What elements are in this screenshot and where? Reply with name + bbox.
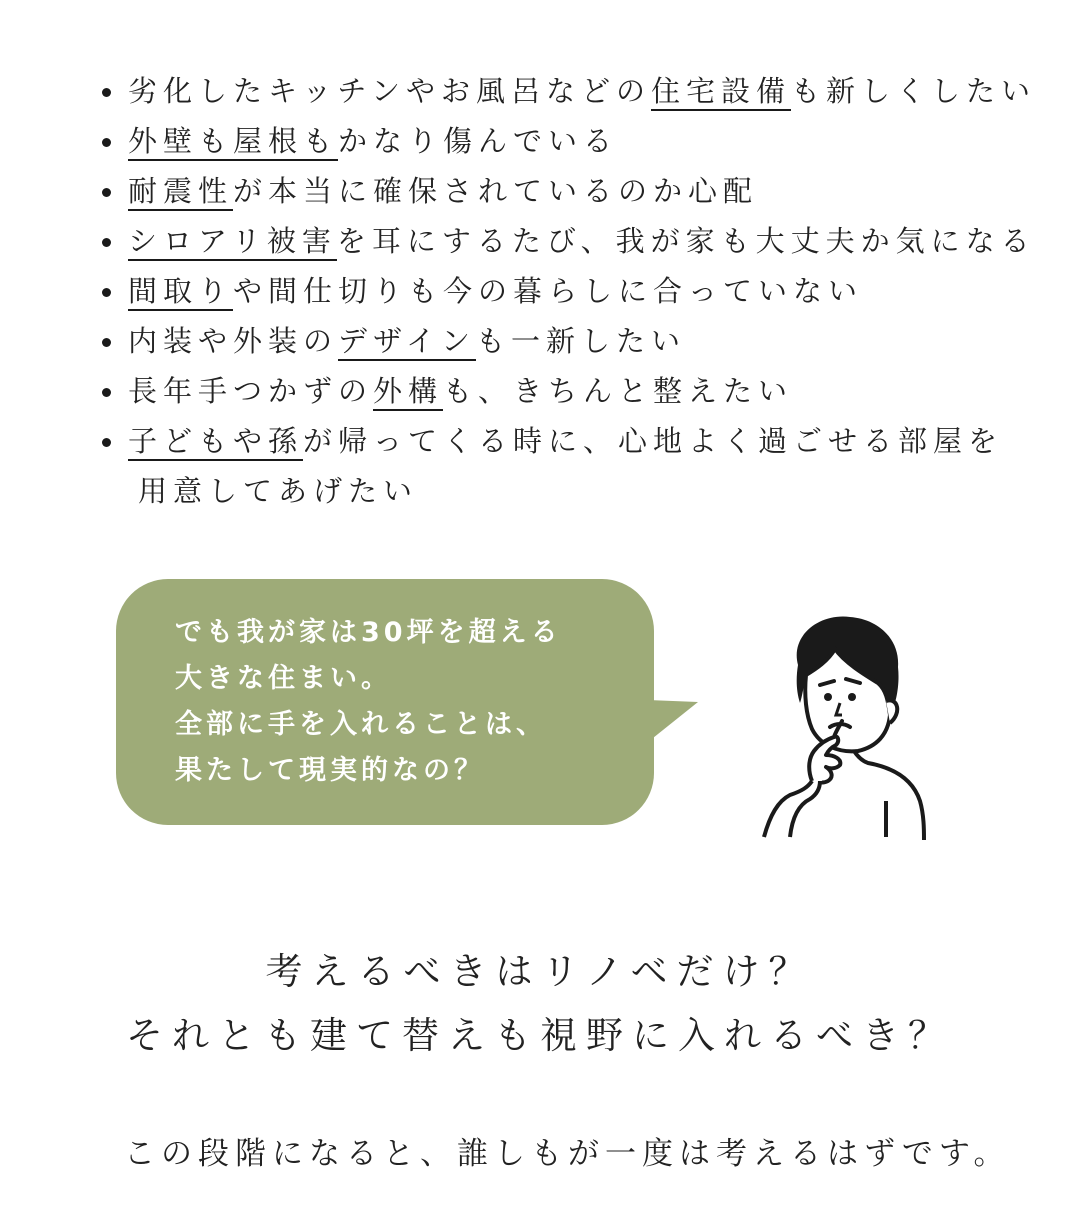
item-text: が本当に確保されているのか心配 — [233, 174, 759, 208]
checklist-item — [98, 66, 1037, 116]
speech-bubble-text — [175, 610, 645, 794]
item-text: も一新したい — [476, 324, 687, 358]
item-text: も、きちんと整えたい — [443, 374, 794, 408]
bullet-dot — [102, 438, 111, 447]
item-text: が帰ってくる時に、心地よく過ごせる部屋を — [303, 424, 1004, 458]
item-underlined-text: 耐震性 — [128, 174, 233, 211]
item-underlined-text: 外壁も屋根も — [128, 124, 338, 161]
item-underlined-text: デザイン — [338, 324, 476, 361]
bullet-dot — [102, 388, 111, 397]
bullet-dot — [102, 88, 111, 97]
bullet-dot — [102, 288, 111, 297]
checklist-item — [98, 166, 1028, 216]
item-text: も新しくしたい — [791, 74, 1037, 108]
checklist-item — [98, 316, 1028, 366]
item-text: 劣化したキッチンやお風呂などの — [128, 74, 651, 108]
thinking-person-illustration — [750, 605, 940, 845]
bullet-dot — [102, 338, 111, 347]
question-line-1: 考えるべきはリノベだけ？ — [265, 950, 815, 993]
checklist-item — [98, 416, 1028, 516]
item-underlined-text: シロアリ被害 — [128, 224, 337, 261]
key-question — [0, 940, 1080, 1068]
item-text: 長年手つかずの — [128, 374, 374, 408]
checklist-item — [98, 366, 1028, 416]
checklist-item — [98, 116, 1028, 166]
item-text: 内装や外装の — [128, 324, 339, 358]
bubble-line: でも我が家は30坪を超える — [175, 617, 562, 648]
bullet-dot — [102, 188, 111, 197]
bubble-line: 全部に手を入れることは、 — [175, 709, 547, 740]
item-text: を耳にするたび、我が家も大丈夫か気になる — [336, 224, 1036, 258]
item-text: や間仕切りも今の暮らしに合っていない — [233, 274, 864, 308]
checklist-item — [98, 216, 1036, 266]
bubble-line: 大きな住まい。 — [175, 663, 392, 694]
item-underlined-text: 子どもや孫 — [128, 424, 303, 461]
speech-bubble-tail — [648, 700, 708, 760]
concern-checklist — [98, 66, 1037, 516]
bubble-line: 果たして現実的なの？ — [175, 755, 485, 786]
item-text: かなり傷んでいる — [338, 124, 619, 158]
item-underlined-text: 住宅設備 — [651, 74, 791, 111]
bullet-dot — [102, 238, 111, 247]
bullet-dot — [102, 138, 111, 147]
item-continuation-text: 用意してあげたい — [138, 474, 419, 508]
item-underlined-text: 外構 — [373, 374, 443, 411]
question-line-2: それとも建て替えも視野に入れるべき？ — [126, 1014, 954, 1057]
checklist-item — [98, 266, 1028, 316]
item-underlined-text: 間取り — [128, 274, 233, 311]
closing-text: この段階になると、誰しもが一度は考えるはずです。 — [124, 1136, 1011, 1172]
